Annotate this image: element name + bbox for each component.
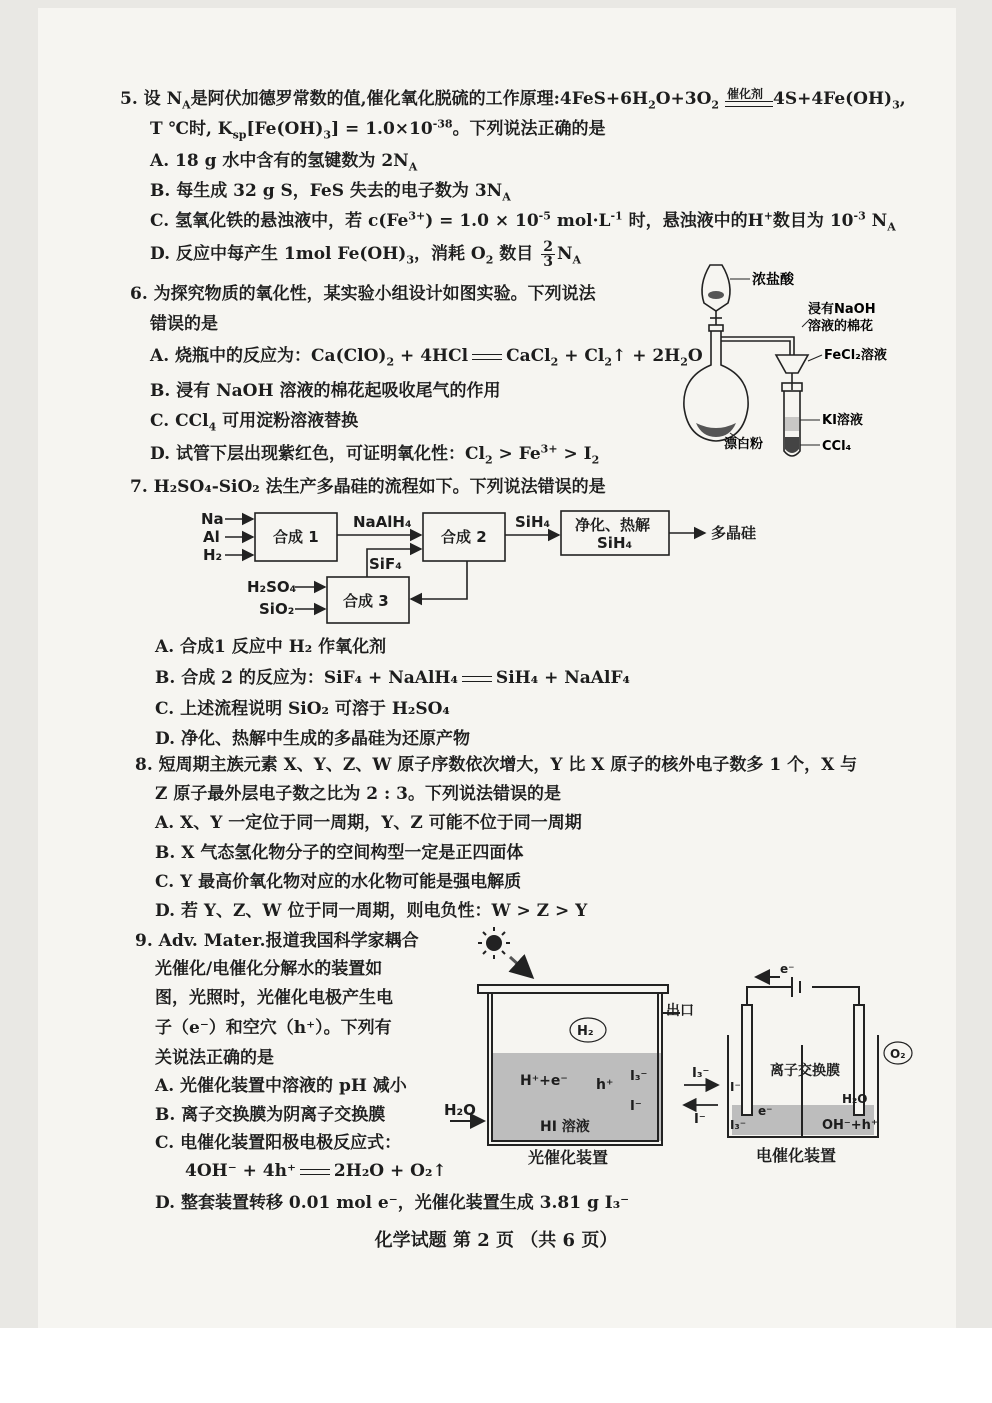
- q7-line1: 7. H₂SO₄-SiO₂ 法生产多晶硅的流程如下。下列说法错误的是: [130, 477, 606, 497]
- label-h2-bubble: H₂: [577, 1024, 594, 1039]
- flow-input-h2: H₂: [203, 546, 223, 564]
- q7-option-a: A. 合成1 反应中 H₂ 作氧化剂: [155, 637, 387, 657]
- q5-line2: T ℃时, $K_{sp}[Fe(OH)_3] = 1.0\times 10^{-38}$。下列说法正确的是: [150, 117, 606, 142]
- label-hole: h⁺: [596, 1077, 614, 1093]
- flow-product: 多晶硅: [711, 524, 757, 542]
- q5-option-a: A. 18 g 水中含有的氢键数为 $2N_A$: [150, 151, 418, 174]
- label-ccl4: CCl₄: [822, 439, 852, 454]
- page-footer: 化学试题 第 2 页 （共 6 页）: [374, 1230, 618, 1251]
- q9-option-c: C. 电催化装置阳极电极反应式：: [155, 1133, 402, 1153]
- label-electron-wire: e⁻: [780, 962, 795, 976]
- flow-label-sih4: SiH₄: [515, 513, 551, 531]
- q5-line1: 5. 设 $N_A$是阿伏加德罗常数的值,催化氧化脱硫的工作原理$:4FeS+6H_2O+3O_2$ 催化剂 $4S+4Fe(OH)_3$,: [120, 86, 906, 112]
- label-h2o-inlet: H₂O: [444, 1101, 476, 1119]
- q9-option-a: A. 光催化装置中溶液的 pH 减小: [155, 1076, 407, 1096]
- label-i3-photo: I₃⁻: [630, 1069, 648, 1084]
- flow-input-al: Al: [203, 528, 220, 546]
- flow-input-sio2: SiO₂: [259, 600, 295, 618]
- label-h-plus-e: H⁺+e⁻: [520, 1073, 568, 1089]
- label-e-cathode: e⁻: [758, 1104, 773, 1118]
- label-hcl: 浓盐酸: [752, 272, 794, 288]
- flow-input-h2so4: H₂SO₄: [247, 578, 297, 596]
- q6-option-c: C. CCl$_4$ 可用淀粉溶液替换: [150, 411, 359, 434]
- label-i-cathode: I⁻: [730, 1080, 741, 1094]
- flow-box-synthesis-1: 合成 1: [273, 528, 319, 546]
- q9-line5: 关说法正确的是: [155, 1048, 274, 1068]
- q8-option-c: C. Y 最高价氧化物对应的水化物可能是强电解质: [155, 872, 522, 892]
- flow-box-purify-line2: SiH₄: [597, 534, 633, 552]
- flow-label-naalh4: NaAlH₄: [353, 513, 412, 531]
- flow-input-na: Na: [201, 510, 224, 528]
- q8-option-b: B. X 气态氢化物分子的空间构型一定是正四面体: [155, 843, 524, 863]
- label-photo-device: 光催化装置: [528, 1148, 609, 1167]
- catalyst-arrow: 催化剂: [725, 89, 773, 111]
- q8-line2: Z 原子最外层电子数之比为 2 : 3。下列说法错误的是: [155, 784, 562, 804]
- q8-line1: 8. 短周期主族元素 X、Y、Z、W 原子序数依次增大，Y 比 X 原子的核外电子数多 1 个，X 与: [135, 755, 858, 775]
- q6-option-d: D. 试管下层出现紫红色，可证明氧化性：$Cl_2 > Fe^{3+} > I_2$: [150, 442, 600, 467]
- label-naoh-2: 溶液的棉花: [808, 319, 874, 334]
- arrow-label-i: I⁻: [694, 1112, 706, 1127]
- label-bleach: 漂白粉: [724, 437, 764, 452]
- q9-line3: 图，光照时，光催化电极产生电: [155, 988, 393, 1008]
- label-electro-device: 电催化装置: [756, 1146, 837, 1165]
- q6-option-b: B. 浸有 NaOH 溶液的棉花起吸收尾气的作用: [150, 381, 501, 401]
- q9-line1: 9. Adv. Mater.报道我国科学家耦合: [135, 931, 419, 951]
- label-h2o-anode: H₂O: [842, 1092, 868, 1106]
- q9-line4: 子（e⁻）和空穴（h⁺）。下列有: [155, 1018, 392, 1038]
- q6-line1: 6. 为探究物质的氧化性，某实验小组设计如图实验。下列说法: [130, 284, 596, 304]
- q7-flow-diagram: [195, 505, 795, 630]
- q8-option-a: A. X、Y 一定位于同一周期，Y、Z 可能不位于同一周期: [155, 813, 582, 833]
- flow-box-synthesis-3: 合成 3: [343, 592, 389, 610]
- q7-option-b: B. 合成 2 的反应为：SiF₄ + NaAlH₄ SiH₄ + NaAlF₄: [155, 668, 630, 688]
- q9-option-b: B. 离子交换膜为阴离子交换膜: [155, 1105, 386, 1125]
- label-ki: KI溶液: [822, 413, 863, 428]
- fraction-two-thirds: $\frac{2}{3}$: [543, 239, 553, 270]
- label-fecl2: FeCl₂溶液: [824, 348, 887, 363]
- q6-apparatus-figure: [670, 255, 900, 470]
- q5-option-c: C. 氢氧化铁的悬浊液中，若 $c(Fe^{3+}) = 1.0 \times 10^{-5}$ $mol\cdot L^{-1}$ 时，悬浊液中的H+数目为 $10^{-3}$ $N_A$: [150, 209, 896, 234]
- q9-device-figure: [440, 925, 930, 1175]
- q6-line2: 错误的是: [150, 314, 218, 334]
- label-o2-bubble: O₂: [890, 1047, 906, 1061]
- q5-option-d: D. 反应中每产生 1mol $Fe(OH)_3$，消耗 $O_2$ 数目 $\frac{2}{3}$ $N_A$: [150, 239, 582, 270]
- label-hi-solution: HI 溶液: [540, 1119, 590, 1135]
- q7-option-d: D. 净化、热解中生成的多晶硅为还原产物: [155, 729, 470, 749]
- q6-option-a: A. 烧瓶中的反应为：$Ca(ClO)_2 + 4HCl$ CaCl$_2$ + $Cl_2↑ + 2H_2O$: [150, 346, 703, 369]
- flow-label-sif4: SiF₄: [369, 555, 402, 573]
- label-oh-h: OH⁻+h⁺: [822, 1118, 878, 1133]
- q5-option-b: B. 每生成 32 g S，FeS 失去的电子数为 $3N_A$: [150, 181, 511, 204]
- label-membrane: 离子交换膜: [770, 1063, 840, 1079]
- q8-option-d: D. 若 Y、Z、W 位于同一周期，则电负性：W > Z > Y: [155, 901, 588, 921]
- label-i-photo: I⁻: [630, 1099, 642, 1114]
- q7-option-c: C. 上述流程说明 SiO₂ 可溶于 H₂SO₄: [155, 699, 450, 719]
- q9-option-d: D. 整套装置转移 0.01 mol e⁻，光催化装置生成 3.81 g I₃⁻: [155, 1193, 630, 1213]
- flow-box-purify-line1: 净化、热解: [575, 516, 651, 534]
- label-outlet: 出口: [666, 1003, 694, 1019]
- sun-icon: [478, 927, 510, 959]
- flow-box-synthesis-2: 合成 2: [441, 528, 487, 546]
- bottom-margin: [0, 1328, 992, 1403]
- label-naoh-1: 浸有NaOH: [808, 302, 876, 317]
- q9-line2: 光催化/电催化分解水的装置如: [155, 959, 383, 979]
- label-i3-cathode: I₃⁻: [730, 1118, 747, 1132]
- q9-option-c-equation: 4OH⁻ + 4h⁺ 2H₂O + O₂↑: [185, 1161, 447, 1181]
- arrow-label-i3: I₃⁻: [692, 1066, 710, 1081]
